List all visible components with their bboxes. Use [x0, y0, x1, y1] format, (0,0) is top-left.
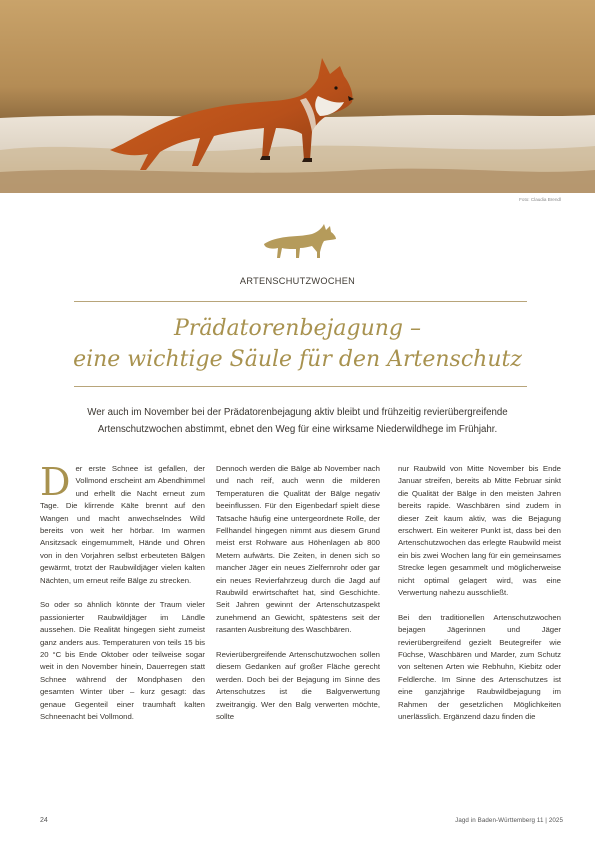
body-paragraph: Dennoch werden die Bälge ab November nach und nach reif, auch wenn die milderen Temperaturen die Qualität der Bälge negativ beeinflussen. Für den Eigenbedarf spielt diese Tatsache häufig eine untergeordnete Rolle, der Fellhandel hingegen nimmt aus diesem Grund meist erst Rohware aus Höhenlagen ab 800 Metern aufwärts. Die Zeiten, in denen sich so mancher Jäger ein neues Zielfernrohr oder gar ein neues Revierfahrzeug durch die Jagd auf Raubwild erwirtschaftet hat, sind Geschichte. Seit Jahren gewinnt der Artenschutzaspekt zunehmend an Gewicht, spätestens seit der rasanten Ausbreitung des Waschbären.	[216, 464, 380, 635]
divider-bottom	[74, 386, 527, 387]
hero-photo	[0, 0, 595, 193]
lead-paragraph: Wer auch im November bei der Prädatorenbejagung aktiv bleibt und frühzeitig revierübergreifende Artenschutzwochen abstimmt, ebnet den Weg für eine wirksame Niederwildhege im Frühjahr.	[87, 407, 508, 435]
paragraph-text: er erste Schnee ist gefallen, der Vollmond erscheint am Abendhimmel und erhellt die Nacht erneut zum Tage. Die klirrende Kälte brennt auf den Wangen und macht anwechselndes Wild bereits von weit her hörbar. Im warmen Ansitzsack eingemummelt, Hände und Ohren von in den Vorjahren selbst erbeuteten Bälgen gewärmt, trotzt der Raubwildjäger vielen kalten Nächten, um erneut reife Bälge zu strecken.	[40, 464, 205, 585]
drop-cap: D	[40, 460, 71, 504]
body-column-2	[216, 463, 380, 724]
body-column-1	[40, 460, 205, 724]
fox-silhouette-icon	[262, 222, 338, 262]
journal-footer: Jagd in Baden-Württemberg 11 | 2025	[455, 817, 563, 824]
title-line-2: eine wichtige Säule für den Artenschutz	[73, 347, 522, 372]
photo-credit: Foto: Claudia Brendl	[519, 197, 561, 202]
fox-emblem	[262, 222, 338, 267]
body-paragraph: nur Raubwild von Mitte November bis Ende Januar streifen, bereits ab Mitte Februar sinkt die Qualität der Bälge in den meisten Jahren bereits rapide. Waschbären sind zudem in dieser Zeit kaum aktiv, was die Bejagung erschwert. Ein weiterer Punkt ist, dass bei den Artenschutzwochen das erlegte Raubwild meist ein bis zwei Wochen lang für ein gemeinsames Strecke legen gesammelt und möglicherweise nicht optimal gelagert wird, was eine Verwertung nahezu ausschließt.	[398, 464, 561, 598]
divider-top	[74, 301, 527, 302]
page-number: 24	[40, 817, 48, 824]
section-label: ARTENSCHUTZWOCHEN	[239, 276, 356, 286]
title-line-1: Prädatorenbejagung –	[174, 316, 421, 341]
body-paragraph: So oder so ähnlich könnte der Traum vieler passionierter Raubwildjäger im Ländle aussehen. Die Realität hingegen sieht zumeist ganz anders aus. Temperaturen von teils 15 bis 20 °C bis Ende Oktober oder teilweise sogar weit in den November hinein, Dauerregen statt Schnee während der Mondphasen den gesamten Winter über – kurz gesagt: das genaue Gegenteil einer traumhaft kalten Schneenacht bei Vollmond.	[40, 600, 205, 722]
body-paragraph	[40, 460, 205, 587]
body-paragraph: Bei den traditionellen Artenschutzwochen bejagen Jägerinnen und Jäger revierübergreifend gezielt Beutegreifer wie Füchse, Waschbären und Marder, zum Schutz von seltenen Arten wie Rebhuhn, Kiebitz oder Feldlerche. Im Sinne des Artenschutzes ist eine ganzjährige Raubwildbejagung im Rahmen der gesetzlichen Möglichkeiten unerlässlich. Ergänzend dazu finden die	[398, 612, 561, 722]
fox-photo	[0, 0, 595, 193]
body-column-3	[398, 463, 561, 724]
article-title	[40, 313, 555, 375]
body-paragraph: Revierübergreifende Artenschutzwochen sollen diesem Gedanken auf großer Fläche gerecht werden. Doch bei der Bejagung im Sinne des Artenschutzes ist die Balgverwertung zweitrangig. Wer den Balg verwerten möchte, sollte	[216, 650, 380, 722]
